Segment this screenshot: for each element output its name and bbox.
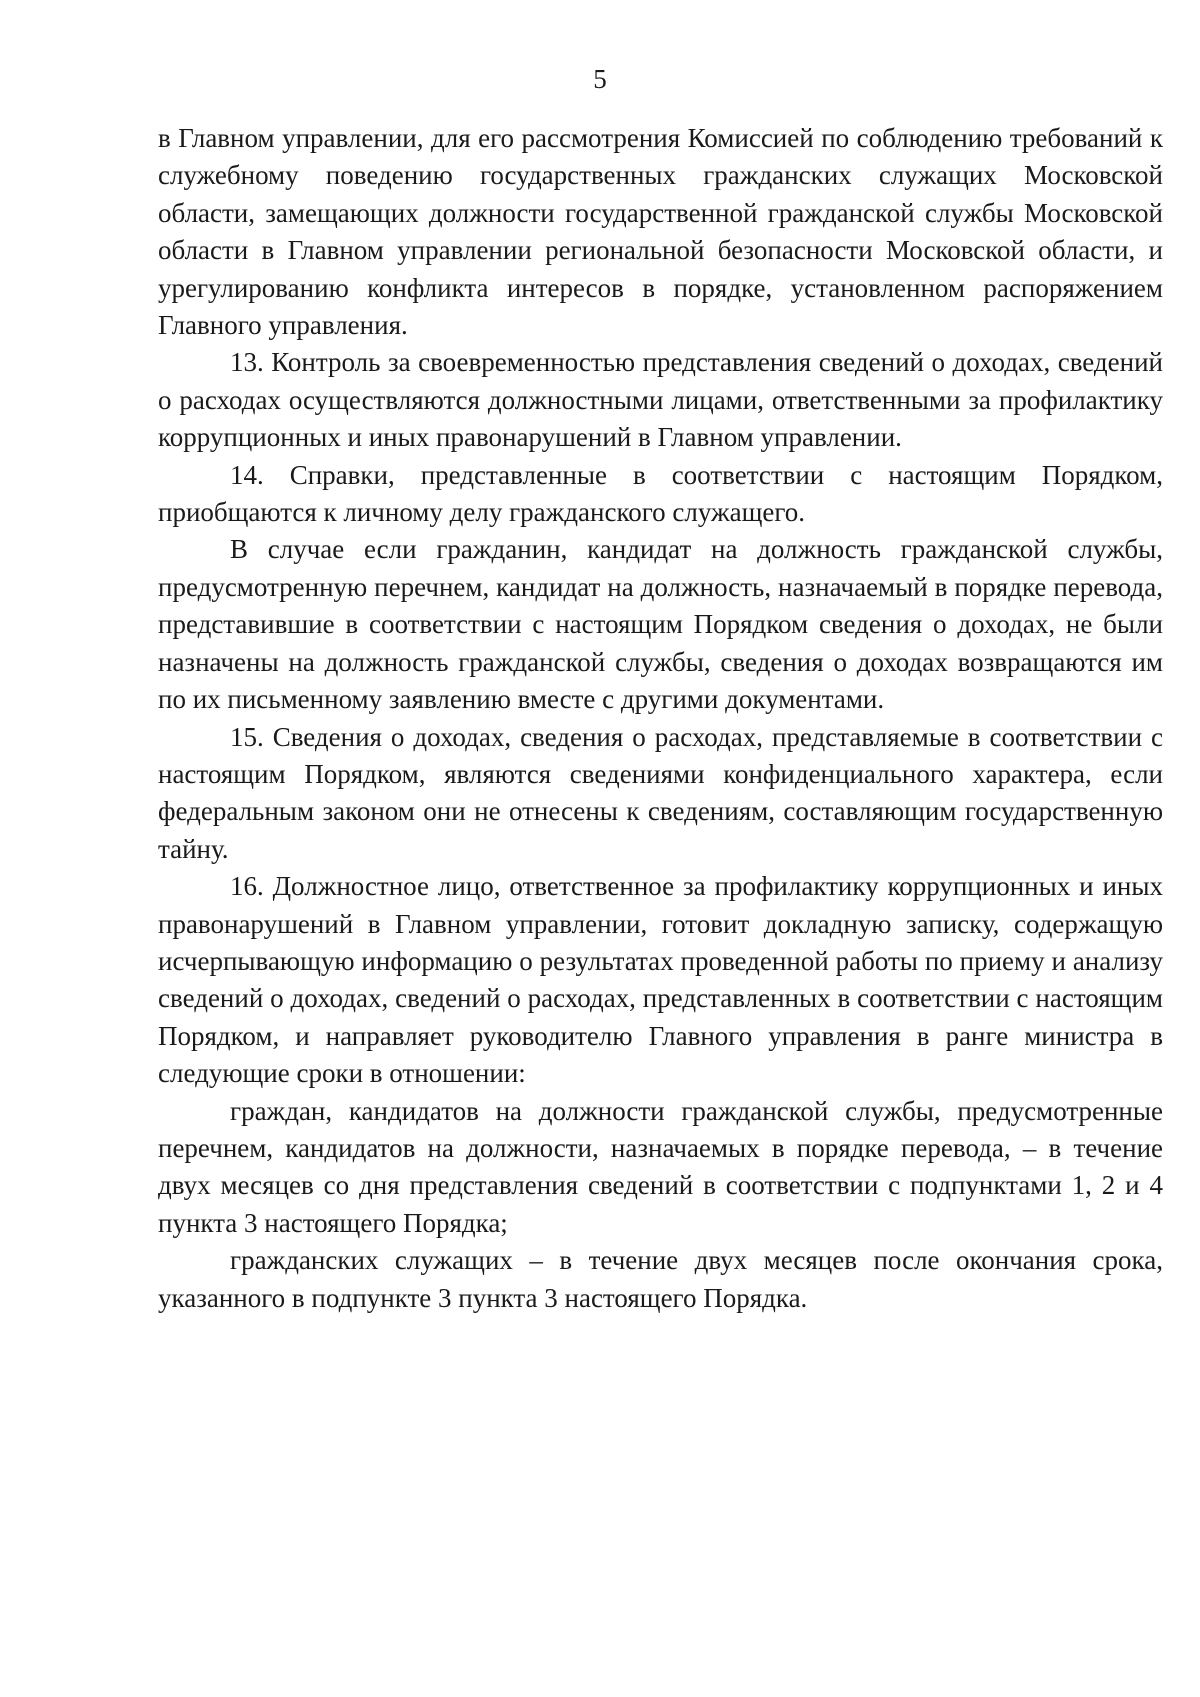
paragraph-16-citizens-deadline: граждан, кандидатов на должности гражданской службы, предусмотренные перечнем, кандидатов на должности, назначаемых в порядке перевода, – в течение двух месяцев со дня представления сведений в соответствии с подпунктами 1, 2 и 4 пункта 3 настоящего Порядка; [158,1095,1163,1238]
page-number: 5 [593,64,607,94]
document-body [158,120,1163,1317]
paragraph-13: 13. Контроль за своевременностью представления сведений о доходах, сведений о расходах осуществляются должностными лицами, ответственными за профилактику коррупционных и иных правонарушений в Главном управлении. [158,347,1163,453]
paragraph-16: 16. Должностное лицо, ответственное за профилактику коррупционных и иных правонарушений в Главном управлении, готовит докладную записку, содержащую исчерпывающую информацию о результатах проведенной работы по приему и анализу сведений о доходах, сведений о расходах, представленных в соответствии с настоящим Порядком, и направляет руководителю Главного управления в ранге министра в следующие сроки в отношении: [158,871,1163,1089]
paragraph-continuation: в Главном управлении, для его рассмотрения Комиссией по соблюдению требований к служебному поведению государственных гражданских служащих Московской области, замещающих должности государственной гражданской службы Московской области в Главном управлении региональной безопасности Московской области, и урегулированию конфликта интересов в порядке, установленном распоряжением Главного управления. [158,123,1163,341]
paragraph-14: 14. Справки, представленные в соответствии с настоящим Порядком, приобщаются к личному делу гражданского служащего. [158,459,1163,528]
paragraph-14-return-of-documents: В случае если гражданин, кандидат на должность гражданской службы, предусмотренную перечнем, кандидат на должность, назначаемый в порядке перевода, представившие в соответствии с настоящим Порядком сведения о доходах, не были назначены на должность гражданской службы, сведения о доходах возвращаются им по их письменному заявлению вместе с другими документами. [158,534,1163,715]
paragraph-15: 15. Сведения о доходах, сведения о расходах, представляемые в соответствии с настоящим Порядком, являются сведениями конфиденциального характера, если федеральным законом они не отнесены к сведениям, составляющим государственную тайну. [158,721,1163,864]
paragraph-16-civil-servants-deadline: гражданских служащих – в течение двух месяцев после окончания срока, указанного в подпункте 3 пункта 3 настоящего Порядка. [158,1245,1163,1313]
